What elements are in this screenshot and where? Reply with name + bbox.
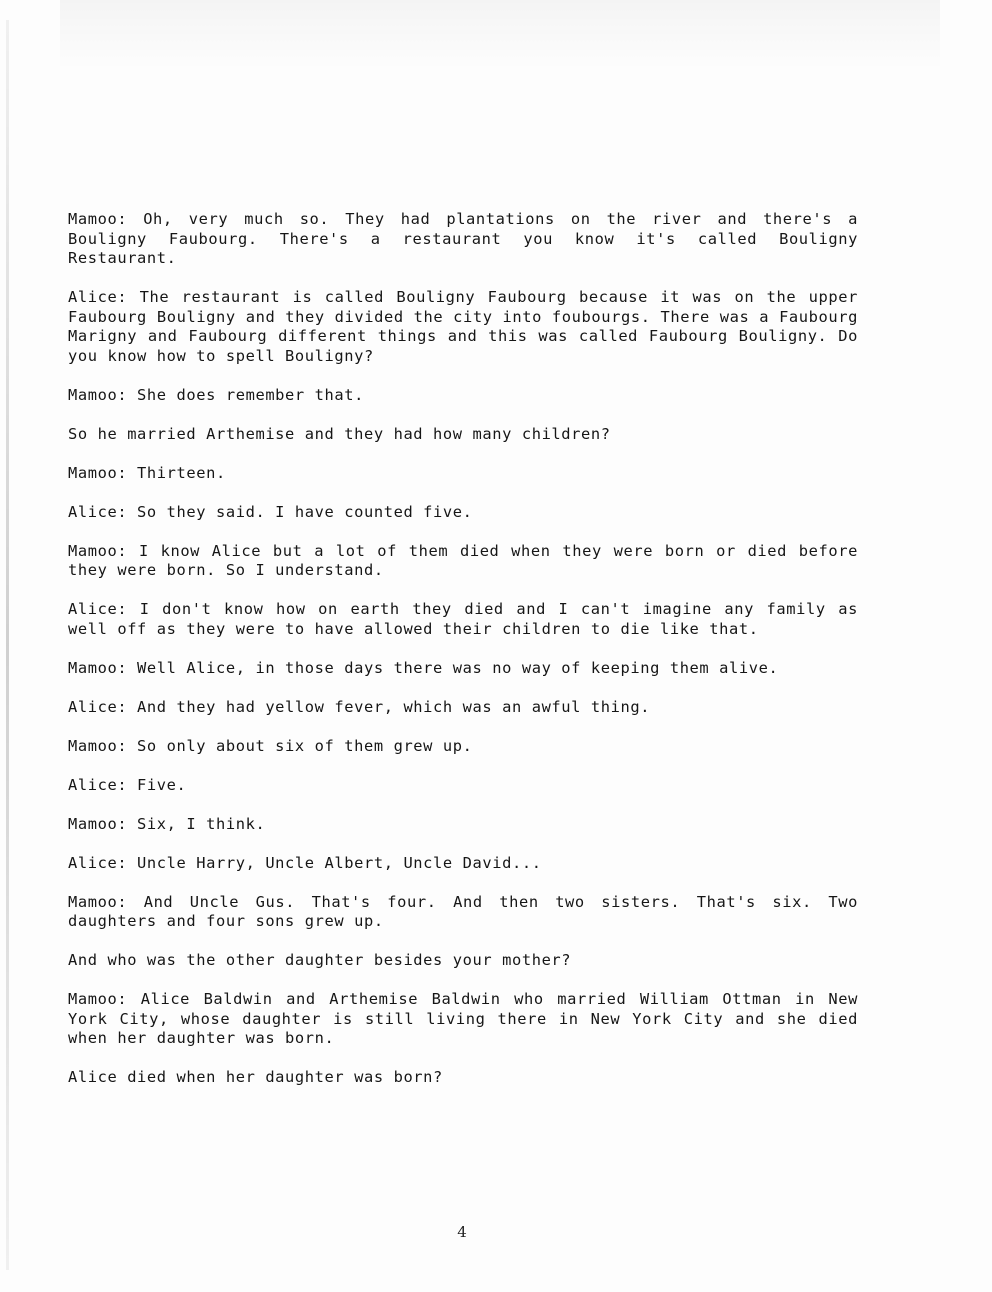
transcript-paragraph: Mamoo: Well Alice, in those days there was no way of keeping them alive.	[68, 658, 779, 677]
transcript-paragraph: Alice died when her daughter was born?	[68, 1068, 443, 1086]
transcript-paragraph: So he married Arthemise and they had how many children?	[68, 424, 611, 443]
transcript-paragraph: Mamoo: I know Alice but a lot of them died when they were born or died before they were born. So I understand.	[68, 541, 858, 579]
transcript-paragraph: Alice: Uncle Harry, Uncle Albert, Uncle David...	[68, 853, 542, 872]
transcript-paragraph: Mamoo: So only about six of them grew up.	[68, 736, 473, 755]
transcript-paragraph: Alice: The restaurant is called Bouligny Faubourg because it was on the upper Faubourg Bouligny and they divided the city into foubourgs. There was a Faubourg Marigny and Faubourg different things and this was called Faubourg Bouligny. Do you know how to spell Bouligny?	[68, 288, 858, 365]
transcript-paragraph: Alice: Five.	[68, 775, 187, 794]
transcript-paragraph: Mamoo: She does remember that.	[68, 385, 364, 404]
scan-shadow	[60, 0, 940, 70]
page-number: 4	[457, 1223, 467, 1241]
transcript-paragraph: Mamoo: And Uncle Gus. That's four. And then two sisters. That's six. Two daughters and four sons grew up.	[68, 892, 858, 930]
transcript-paragraph: Alice: So they said. I have counted five.	[68, 502, 473, 521]
transcript-paragraph: Mamoo: Thirteen.	[68, 463, 226, 482]
transcript-paragraph: Mamoo: Oh, very much so. They had plantations on the river and there's a Bouligny Faubourg. There's a restaurant you know it's called Bouligny Restaurant.	[68, 210, 858, 267]
transcript-paragraph: Alice: I don't know how on earth they died and I can't imagine any family as well off as they were to have allowed their children to die like that.	[68, 600, 858, 638]
transcript-body	[68, 210, 858, 1088]
transcript-paragraph: Mamoo: Alice Baldwin and Arthemise Baldwin who married William Ottman in New York City, whose daughter is still living there in New York City and she died when her daughter was born.	[68, 990, 858, 1047]
binding-edge	[6, 20, 9, 1270]
transcript-paragraph: And who was the other daughter besides your mother?	[68, 951, 572, 969]
transcript-paragraph: Alice: And they had yellow fever, which was an awful thing.	[68, 697, 651, 716]
transcript-paragraph: Mamoo: Six, I think.	[68, 814, 266, 833]
